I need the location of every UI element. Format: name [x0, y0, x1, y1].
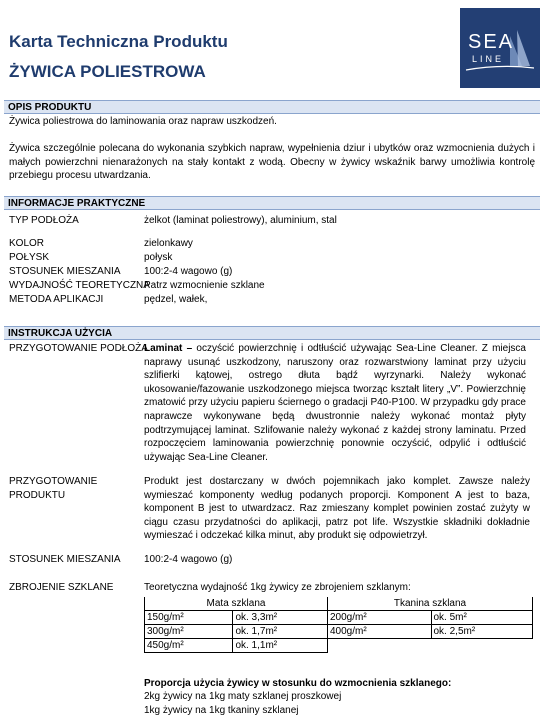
- surface-prep-body: oczyścić powierzchnię i odtłuścić używając Sea-Line Cleaner. Z miejsca naprawy usunąć uszkodzony, naruszony oraz rozwarstwiony laminat przy użyciu szlifierki kątowej, ostrego dłuta bądź wyrzynarki. Należy wykonać ukosowanie/fazowanie uszkodzonego miejsca tworząc kształt litery „V”. Powierzchnię zmatowić przy użyciu papieru ściernego o gradacji P40-P100. W przypadku gdy prace naprawcze wykonywane będą dwustronnie należy wykonać montaż płyty podtrzymującej laminat. Szlifowanie należy wykonać z każdej strony laminatu. Przed rozpoczęciem laminowania powierzchnię ponownie oczyścić, odpylić i odtłuścić używając Sea-Line Cleaner.: [144, 343, 526, 463]
- ratio-mat: 2kg żywicy na 1kg maty szklanej proszkowej: [144, 691, 342, 702]
- product-name: ŻYWICA POLIESTROWA: [9, 62, 206, 81]
- ratio-fabric: 1kg żywicy na 1kg tkaniny szklanej: [144, 705, 299, 716]
- svg-text:LINE: LINE: [472, 54, 505, 64]
- table-cell: 300g/m²: [145, 625, 233, 639]
- table-cell: [431, 639, 533, 653]
- table-cell: ok. 3,3m²: [233, 611, 328, 625]
- info-value-gloss: połysk: [144, 252, 173, 263]
- ratio-heading: Proporcja użycia żywicy w stosunku do wzmocnienia szklanego:: [144, 678, 452, 689]
- info-value-method: pędzel, wałek,: [144, 294, 208, 305]
- instr-label-glass: ZBROJENIE SZKLANE: [9, 582, 114, 593]
- description-summary: Żywica poliestrowa do laminowania oraz napraw uszkodzeń.: [9, 116, 277, 127]
- section-header-description: OPIS PRODUKTU: [4, 100, 540, 114]
- svg-text:SEA: SEA: [468, 31, 515, 53]
- table-header-row: [145, 597, 533, 611]
- info-value-color: zielonkawy: [144, 238, 193, 249]
- instr-label-product-prep-2: PRODUKTU: [9, 490, 66, 501]
- table-cell: [328, 639, 432, 653]
- glass-coverage-table: [144, 597, 533, 653]
- section-header-practical-info: INFORMACJE PRAKTYCZNE: [4, 196, 540, 210]
- info-value-coverage: Patrz wzmocnienie szklane: [144, 280, 265, 291]
- document-title: Karta Techniczna Produktu: [9, 32, 228, 51]
- info-label-gloss: POŁYSK: [9, 252, 50, 263]
- glass-intro: Teoretyczna wydajność 1kg żywicy ze zbrojeniem szklanym:: [144, 582, 411, 593]
- table-row: [145, 625, 533, 639]
- sea-line-logo: [460, 8, 540, 88]
- description-text: Żywica szczególnie polecana do wykonania szybkich napraw, wypełnienia dziur i ubytków oraz wzmocnienia dużych i małych powierzchni nienarażonych na stały kontakt z wodą. Obecny w żywicy wskaźnik barwy umożliwia kontrolę przebiegu procesu utwardzania.: [9, 143, 535, 182]
- table-cell: 200g/m²: [328, 611, 432, 625]
- mat-header: Mata szklana: [145, 597, 328, 611]
- table-cell: ok. 1,1m²: [233, 639, 328, 653]
- table-cell: ok. 2,5m²: [431, 625, 533, 639]
- instr-value-mix-ratio: 100:2-4 wagowo (g): [144, 554, 233, 565]
- info-value-substrate: żelkot (laminat poliestrowy), aluminium, stal: [144, 215, 337, 226]
- table-cell: 400g/m²: [328, 625, 432, 639]
- table-cell: 450g/m²: [145, 639, 233, 653]
- laminat-term: Laminat –: [144, 343, 193, 354]
- info-value-mix-ratio: 100:2-4 wagowo (g): [144, 266, 233, 277]
- table-cell: ok. 1,7m²: [233, 625, 328, 639]
- info-label-substrate: TYP PODŁOŻA: [9, 215, 79, 226]
- info-label-coverage: WYDAJNOŚĆ TEORETYCZNA: [9, 280, 150, 291]
- instr-label-product-prep-1: PRZYGOTOWANIE: [9, 476, 98, 487]
- instr-label-mix-ratio: STOSUNEK MIESZANIA: [9, 554, 121, 565]
- instr-label-surface-prep: PRZYGOTOWANIE PODŁOŻA: [9, 343, 148, 354]
- instr-surface-prep-text: [144, 342, 526, 464]
- fabric-header: Tkanina szklana: [328, 597, 533, 611]
- info-label-mix-ratio: STOSUNEK MIESZANIA: [9, 266, 121, 277]
- instr-product-prep-text: Produkt jest dostarczany w dwóch pojemnikach jako komplet. Zawsze należy wymieszać komponenty według podanych proporcji. Komponent A jest to baza, komponent B jest to utwardzacz. Raz zmieszany komplet powinien zostać zużyty w ciągu czasu przydatności do aplikacji, patrz pot life. Wszystkie składniki dokładnie wymieszać i odczekać kilka minut, aby produkt się odpowietrzył.: [144, 476, 530, 542]
- info-label-method: METODA APLIKACJI: [9, 294, 104, 305]
- table-cell: 150g/m²: [145, 611, 233, 625]
- info-label-color: KOLOR: [9, 238, 45, 249]
- table-row: [145, 639, 533, 653]
- table-cell: ok. 5m²: [431, 611, 533, 625]
- table-row: [145, 611, 533, 625]
- section-header-instructions: INSTRUKCJA UŻYCIA: [4, 326, 540, 340]
